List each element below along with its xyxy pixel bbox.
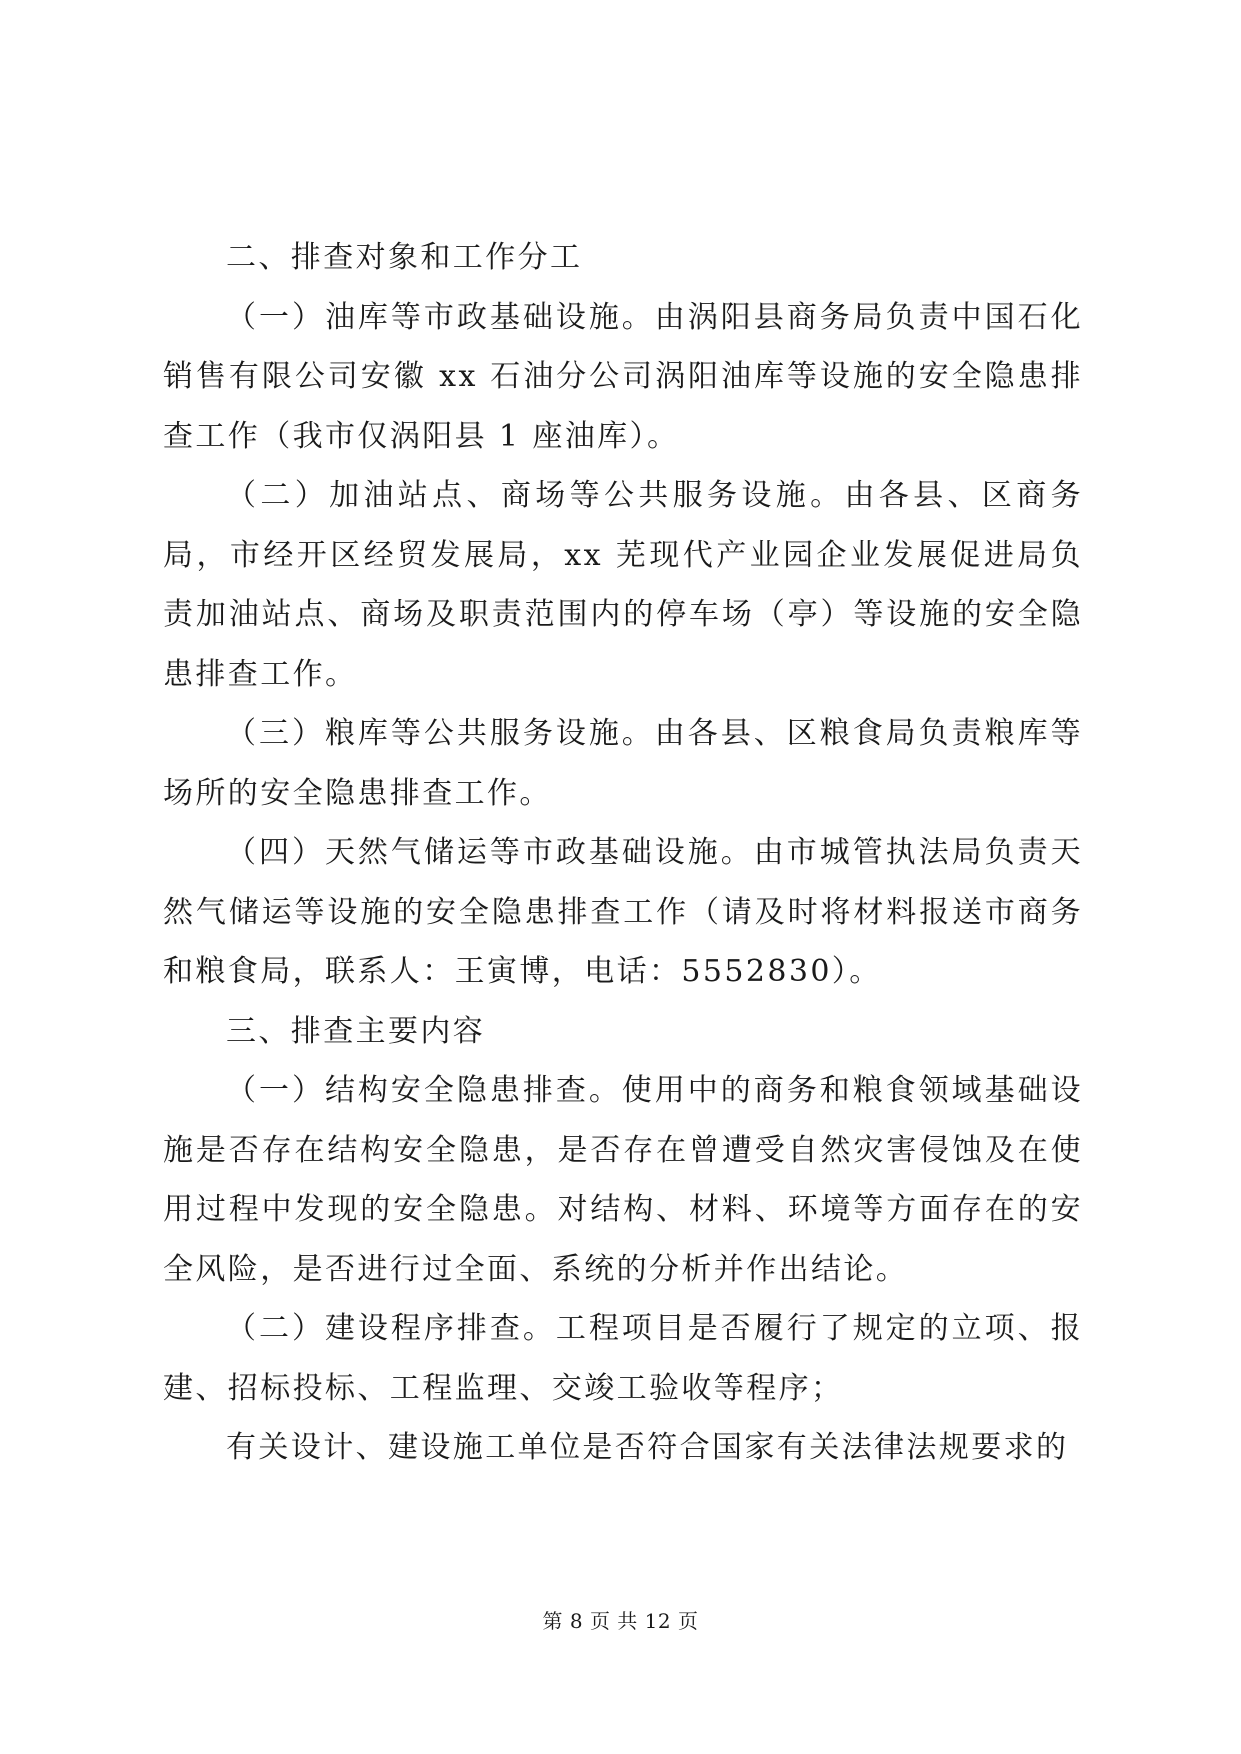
paragraph: （二）加油站点、商场等公共服务设施。由各县、区商务局，市经开区经贸发展局，xx 芜现代产业园企业发展促进局负责加油站点、商场及职责范围内的停车场（亭）等设施的安全隐患排查工作。 (163, 478, 1083, 692)
page-number-footer: 第 8 页 共 12 页 (542, 1609, 699, 1633)
paragraph: （一）结构安全隐患排查。使用中的商务和粮食领域基础设施是否存在结构安全隐患，是否存在曾遭受自然灾害侵蚀及在使用过程中发现的安全隐患。对结构、材料、环境等方面存在的安全风险，是否进行过全面、系统的分析并作出结论。 (163, 1073, 1083, 1287)
document-body (163, 228, 1083, 1478)
paragraph: （一）油库等市政基础设施。由涡阳县商务局负责中国石化销售有限公司安徽 xx 石油分公司涡阳油库等设施的安全隐患排查工作（我市仅涡阳县 1 座油库）。 (163, 299, 1083, 454)
paragraph: （三）粮库等公共服务设施。由各县、区粮食局负责粮库等场所的安全隐患排查工作。 (163, 716, 1083, 811)
section-heading-3: 三、排查主要内容 (226, 1013, 486, 1049)
paragraph: （四）天然气储运等市政基础设施。由市城管执法局负责天然气储运等设施的安全隐患排查工作（请及时将材料报送市商务和粮食局，联系人：王寅博，电话：5552830）。 (163, 835, 1083, 989)
paragraph: （二）建设程序排查。工程项目是否履行了规定的立项、报建、招标投标、工程监理、交竣工验收等程序； (163, 1311, 1083, 1406)
section-heading-2: 二、排查对象和工作分工 (226, 240, 583, 275)
paragraph: 有关设计、建设施工单位是否符合国家有关法律法规要求的 (226, 1430, 1069, 1465)
